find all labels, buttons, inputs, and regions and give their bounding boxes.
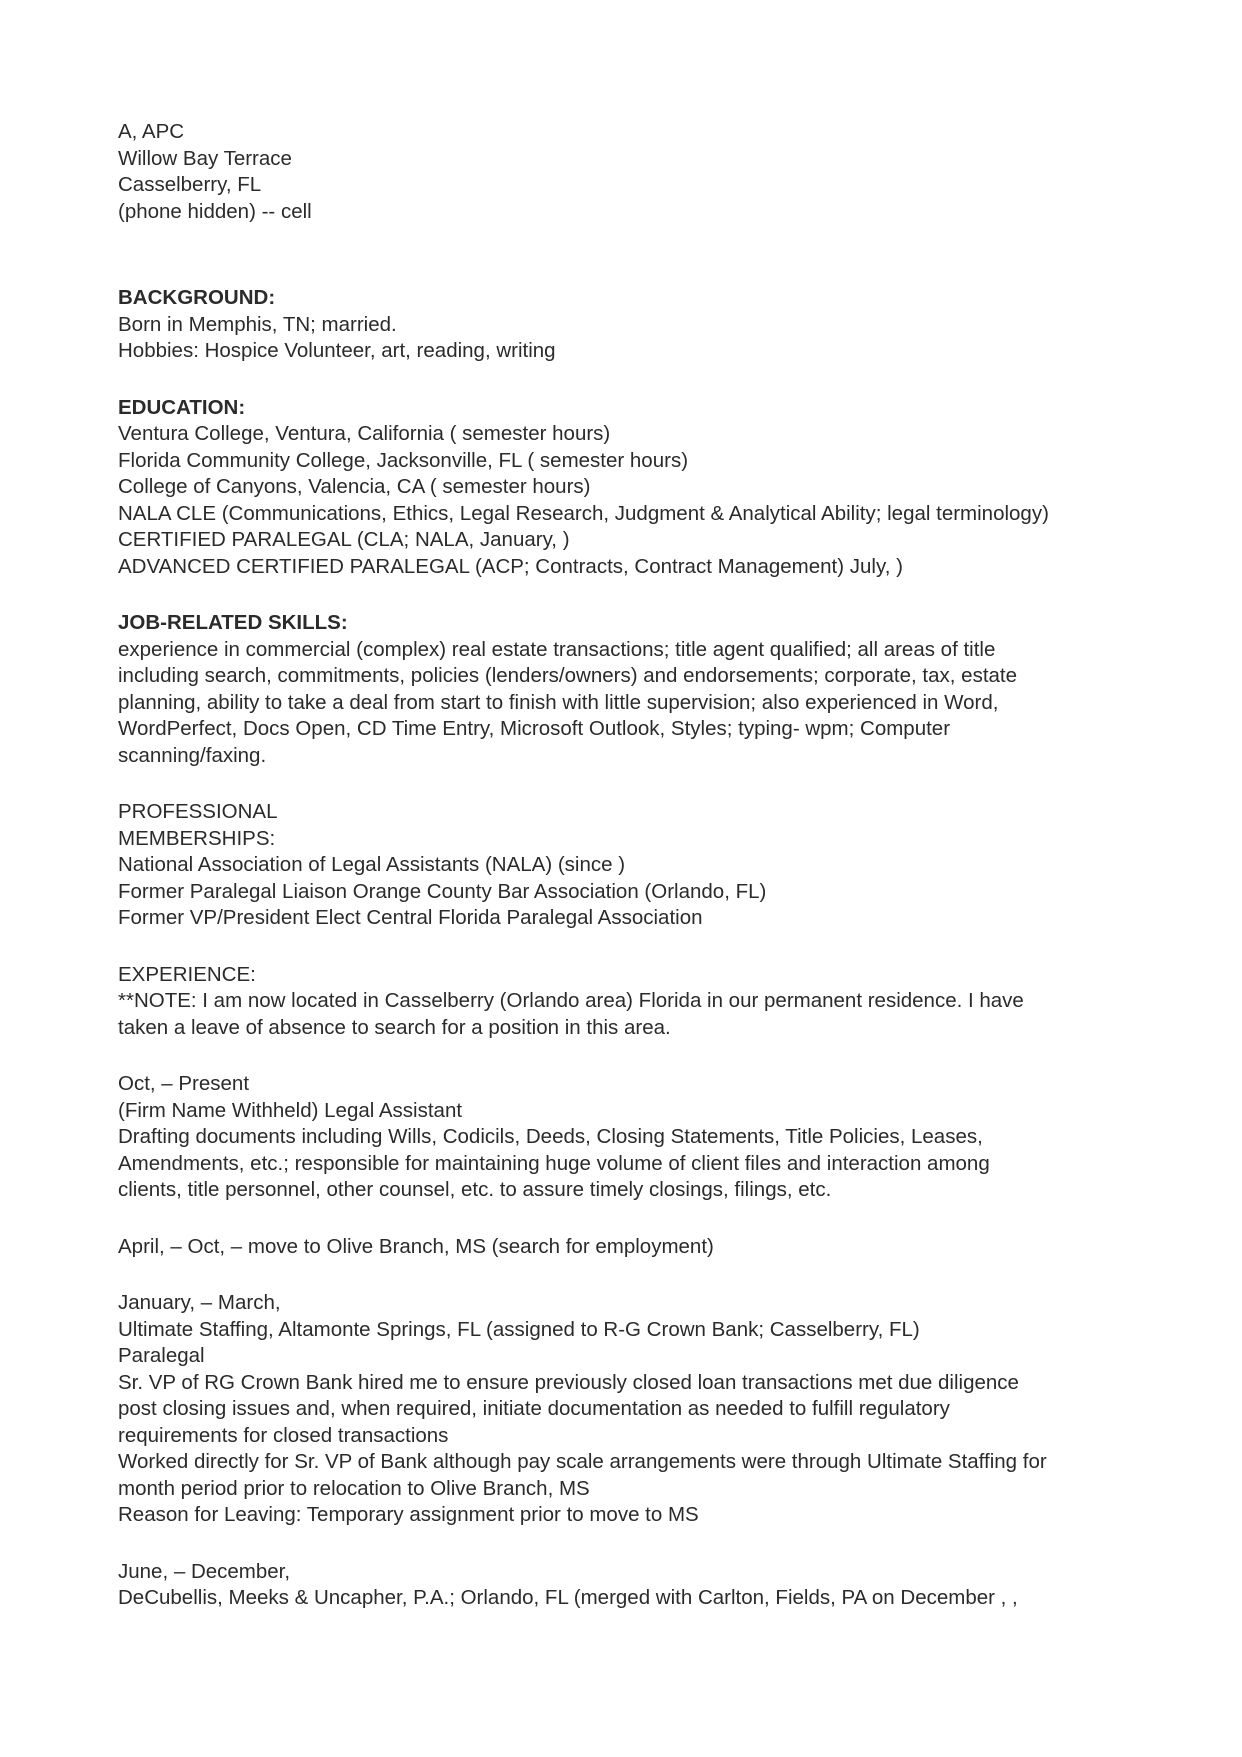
job-employer: Ultimate Staffing, Altamonte Springs, FL (assigned to R-G Crown Bank; Casselberry, FL) (118, 1317, 920, 1341)
job-dates: June, – December, (118, 1559, 291, 1583)
job-entry (118, 1559, 1128, 1612)
background-line: Born in Memphis, TN; married. (118, 312, 397, 336)
skills-heading: JOB-RELATED SKILLS: (118, 611, 348, 634)
job-employer: DeCubellis, Meeks & Uncapher, P.A.; Orlando, FL (merged with Carlton, Fields, PA on December , , (118, 1586, 1018, 1609)
job-description: post closing issues and, when required, initiate documentation as needed to fulfill regulatory (118, 1397, 950, 1420)
job-description: requirements for closed transactions (118, 1423, 449, 1447)
memberships-section (118, 799, 1128, 932)
education-line: Ventura College, Ventura, California ( semester hours) (118, 422, 611, 445)
job-description: month period prior to relocation to Olive Branch, MS (118, 1476, 590, 1500)
education-heading: EDUCATION: (118, 395, 246, 419)
job-entry (118, 1290, 1128, 1529)
experience-note: **NOTE: I am now located in Casselberry (Orlando area) Florida in our permanent residence. I have (118, 989, 1024, 1012)
skills-line: experience in commercial (complex) real estate transactions; title agent qualified; all areas of title (118, 637, 996, 661)
contact-phone: (phone hidden) -- cell (118, 199, 312, 223)
education-line: ADVANCED CERTIFIED PARALEGAL (ACP; Contracts, Contract Management) July, ) (118, 554, 903, 578)
contact-header (118, 119, 1128, 225)
job-entry (118, 1234, 1128, 1261)
job-title: Paralegal (118, 1344, 205, 1367)
job-employer: (Firm Name Withheld) Legal Assistant (118, 1098, 463, 1122)
job-dates: January, – March, (118, 1291, 281, 1314)
skills-line: including search, commitments, policies (lenders/owners) and endorsements; corporate, tax, estate (118, 664, 1018, 687)
experience-section (118, 962, 1128, 1612)
skills-line: planning, ability to take a deal from start to finish with little supervision; also experienced in Word, (118, 690, 999, 714)
job-description: Worked directly for Sr. VP of Bank although pay scale arrangements were through Ultimate Staffing for (118, 1450, 1047, 1473)
resume-page (118, 119, 1128, 1612)
background-heading: BACKGROUND: (118, 286, 276, 309)
education-line: Florida Community College, Jacksonville, FL ( semester hours) (118, 448, 689, 472)
skills-line: WordPerfect, Docs Open, CD Time Entry, Microsoft Outlook, Styles; typing- wpm; Computer (118, 717, 951, 740)
membership-line: Former Paralegal Liaison Orange County Bar Association (Orlando, FL) (118, 879, 767, 903)
job-description: clients, title personnel, other counsel, etc. to assure timely closings, filings, etc. (118, 1178, 832, 1201)
education-line: CERTIFIED PARALEGAL (CLA; NALA, January, ) (118, 528, 570, 551)
contact-city: Casselberry, FL (118, 173, 262, 196)
experience-heading: EXPERIENCE: (118, 962, 256, 986)
job-entry (118, 1071, 1128, 1204)
education-line: College of Canyons, Valencia, CA ( semester hours) (118, 475, 591, 498)
background-section (118, 285, 1128, 365)
skills-section (118, 610, 1128, 769)
job-reason: Reason for Leaving: Temporary assignment prior to move to MS (118, 1503, 699, 1526)
memberships-heading: MEMBERSHIPS: (118, 826, 276, 850)
membership-line: National Association of Legal Assistants (NALA) (since ) (118, 853, 626, 876)
experience-note: taken a leave of absence to search for a position in this area. (118, 1015, 671, 1039)
membership-line: Former VP/President Elect Central Florida Paralegal Association (118, 906, 703, 929)
job-description: Sr. VP of RG Crown Bank hired me to ensure previously closed loan transactions met due diligence (118, 1370, 1019, 1394)
job-description: Drafting documents including Wills, Codicils, Deeds, Closing Statements, Title Policies, Leases, (118, 1125, 983, 1148)
education-line: NALA CLE (Communications, Ethics, Legal Research, Judgment & Analytical Ability; legal terminology) (118, 501, 1049, 525)
contact-street: Willow Bay Terrace (118, 146, 292, 170)
job-dates: April, – Oct, – move to Olive Branch, MS (search for employment) (118, 1234, 714, 1258)
contact-name: A, APC (118, 120, 185, 143)
background-line: Hobbies: Hospice Volunteer, art, reading, writing (118, 339, 556, 362)
job-dates: Oct, – Present (118, 1072, 250, 1095)
education-section (118, 395, 1128, 581)
skills-line: scanning/faxing. (118, 743, 267, 767)
job-description: Amendments, etc.; responsible for maintaining huge volume of client files and interaction among (118, 1151, 990, 1175)
memberships-heading: PROFESSIONAL (118, 800, 278, 823)
